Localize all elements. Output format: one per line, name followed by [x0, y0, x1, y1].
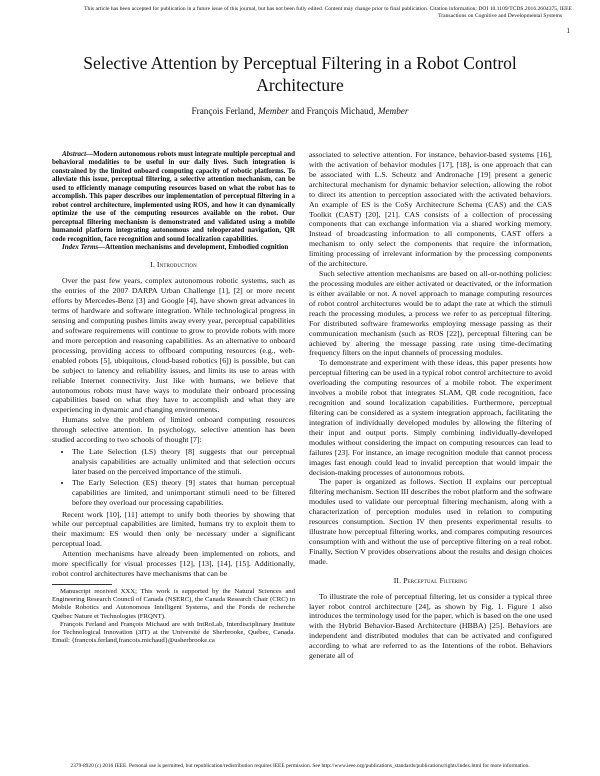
index-terms-text: Attention mechanisms and development, Embodied cognition: [105, 242, 289, 251]
author-ferland: François Ferland, Member: [191, 106, 289, 116]
author-michaud: François Michaud, Member: [306, 106, 409, 116]
abstract-text: Modern autonomous robots must integrate multiple perceptual and behavioral modalities to be useful in our daily lives. Such integration is constrained by the limited onboard computing capacity of robotic platforms. To alleviate this issue, perceptual filtering, a selective attention mechanism, can be used to efficiently manage computing resources based on what the robot has to accomplish. This paper describes our implementation of perceptual filtering in a robot control architecture, implemented using ROS, and how it can dynamically optimize the use of the computing resources available on the robot. Our perceptual filtering mechanism is demonstrated and validated using a mobile humanoid platform integrating autonomous and teleoperated navigation, QR code recognition, face recognition and sound localization capabilities.: [52, 150, 295, 243]
index-terms: Index Terms—Attention mechanisms and development, Embodied cognition: [62, 242, 289, 251]
right-paragraph-1: associated to selective attention. For instance, behavior-based systems [16], with the activation of behavior modules [17], [18], is one approach that can be associated with L.S. Scheutz and Andronache [19] present a generic architectural mechanism for dynamic behavior selection, allowing the robot to direct its attention to perception associated with the activated behaviors. An example of ES is the CoSy Architecture Schema (CAS) and the CAS Toolkit (CAST) [20], [21]. CAS consists of a collection of processing components that can exchange information via a shared working memory. Instead of broadcasting information to all components, CAST offers a mechanism to only select the components that require the information, limiting processing of irrelevant information by the processing components of the architecture.: [309, 150, 552, 269]
paper-authors: [40, 106, 560, 116]
intro-paragraph-1: Over the past few years, complex autonomous robotic systems, such as the entries of the 2007 DARPA Urban Challenge [1], [2] or more recent efforts by Mercedes-Benz [3] and Google [4], have shown great advances in terms of hardware and software integration. While technological progress in sensing and computing pushes limits away every year, perceptual capabilities and software requirements will continue to grow to provide robots with more and more perception and reasoning capabilities. As an alternative to onboard processing, providing access to offboard computing resources (e.g., web-enabled robots [5], ubiquitous, cloud-based robotics [6]) is possible, but can be subject to latency and reliability issues, and limits its use to areas with reliable Internet connectivity. Just like with humans, we believe that autonomous robots must have ways to modulate their onboard processing capabilities based on what they have to accomplish and what they are experiencing in dynamic and changing environments.: [52, 276, 295, 415]
notice-line-2: Transactions on Cognitive and Developmental Systems: [438, 13, 562, 19]
index-terms-label: Index Terms: [62, 242, 99, 251]
notice-line-1: This article has been accepted for publication in a future issue of this journal, but has not been fully edited. Content may change prior to final publication. Citation information: DOI 10.1109/TCDS.2016.2604375, IEEE: [84, 6, 572, 12]
footnote-affiliation: François Ferland and François Michaud are with IntRoLab, Interdisciplinary Institute for Technological Innovation (3IT) at the Université de Sherbrooke, Québec, Canada. Email: {francois.ferland,francois.michaud}@usherbrooke.ca: [52, 620, 295, 645]
list-item-early-selection: • The Early Selection (ES) theory [9] states that human perceptual capabilities are limited, and unimportant stimuli need to be filtered before they overload our processing capabilities.: [72, 478, 295, 508]
footnote-manuscript: Manuscript received XXX; This work is supported by the Natural Sciences and Engineering Research Council of Canada (NSERC), the Canada Research Chair (CRC) in Mobile Robotics and Autonomous Intelligent Systems, and the Fonds de recherche Québec Nature et Technologies (FRQNT).: [52, 588, 295, 620]
right-column: [309, 150, 552, 661]
right-paragraph-4: The paper is organized as follows. Section II explains our perceptual filtering mechanism. Section III describes the robot platform and the software modules used to validate our perceptual filtering mechanism, along with a characterization of perception modules used in relation to computing resources consumption. Section IV then presents experimental results to illustrate how perceptual filtering works, and compares computing resources consumption with and without the use of perceptive filtering on a real robot. Finally, Section V provides observations about the results and design choices made.: [309, 477, 552, 566]
publication-notice: [28, 6, 572, 20]
right-paragraph-2: Such selective attention mechanisms are based on all-or-nothing policies: the processing modules are either activated or deactivated, or the information is either available or not. A novel approach to manage computing resources of robot control architectures would be to adapt the rate at which the stimuli reach the processing modules, a process we refer to as perceptual filtering. For distributed software frameworks employing message passing as their communication mechanism (such as ROS [22]), perceptual filtering can be achieved by altering the message passing rate using time-decimating frequency filters on the input channels of processing modules.: [309, 269, 552, 358]
intro-paragraph-4: Attention mechanisms have already been implemented on robots, and more specifically for visual processes [12], [13], [14], [15]. Additionally, robot control architectures have mechanisms that can be: [52, 549, 295, 579]
intro-paragraph-3: Recent work [10], [11] attempt to unify both theories by showing that while our perceptual capabilities are limited, humans try to exploit them to their maximum: ES would then only be necessary under a significant perceptual load.: [52, 509, 295, 549]
list-item-late-selection: • The Late Selection (LS) theory [8] suggests that our perceptual analysis capabilities are actually unlimited and that selection occurs later based on the perceived importance of the stimuli.: [72, 447, 295, 477]
section-heading-introduction: I. Introduction: [150, 260, 197, 270]
author-and: and: [288, 106, 307, 116]
left-column: [52, 150, 295, 645]
right-paragraph-5: To illustrate the role of perceptual filtering, let us consider a typical three layer robot control architecture [24], as shown by Fig. 1. Figure 1 also introduces the terminology used for the paper, which is based on the one used with the Hybrid Behavior-Based Architecture (HBBA) [25]. Behaviors are independent and distributed modules that can be activated and configured according to what are referred to as the Intentions of the robot. Behaviors generate all of: [309, 591, 552, 661]
right-paragraph-3: To demonstrate and experiment with these ideas, this paper presents how perceptual filtering can be used in a typical robot control architecture to avoid overloading the computing resources of a mobile robot. The experiment involves a mobile robot that integrates SLAM, QR code recognition, face recognition and sound localization capabilities. Furthermore, perceptual filtering can be considered as a system integration approach, facilitating the integration of individually developed modules by allowing the filtering of their input and output ports. Simply combining individually-developed modules without considering the impact on computing resources can lead to failures [23]. For instance, an image recognition module that cannot process images fast enough could lead to invalid perception that would impair the decision-making processes of autonomous robots.: [309, 358, 552, 477]
footnotes: [52, 588, 295, 645]
page-number: 1: [566, 27, 570, 35]
abstract: Abstract—Modern autonomous robots must integrate multiple perceptual and behavioral modalities to be useful in our daily lives. Such integration is constrained by the limited onboard computing capacity of robotic platforms. To alleviate this issue, perceptual filtering, a selective attention mechanism, can be used to efficiently manage computing resources based on what the robot has to accomplish. This paper describes our implementation of perceptual filtering in a robot control architecture, implemented using ROS, and how it can dynamically optimize the use of the computing resources available on the robot. Our perceptual filtering mechanism is demonstrated and validated using a mobile humanoid platform integrating autonomous and teleoperated navigation, QR code recognition, face recognition and sound localization capabilities.: [52, 150, 295, 243]
abstract-label: Abstract: [62, 150, 87, 158]
theory-list: [52, 447, 295, 508]
footnote-rule: [52, 584, 112, 585]
paper-title: Selective Attention by Perceptual Filtering in a Robot Control Architecture: [83, 53, 517, 95]
copyright-notice: 2379-8920 (c) 2016 IEEE. Personal use is permitted, but republication/redistribution requires IEEE permission. See http://www.ieee.org/publications_standards/publications/rights/index.html for more information.: [70, 763, 530, 769]
intro-paragraph-2: Humans solve the problem of limited onboard computing resources through selective attention. In psychology, selective attention has been studied according to two schools of thought [7]:: [52, 415, 295, 445]
section-heading-perceptual-filtering: II. Perceptual Filtering: [393, 575, 468, 585]
